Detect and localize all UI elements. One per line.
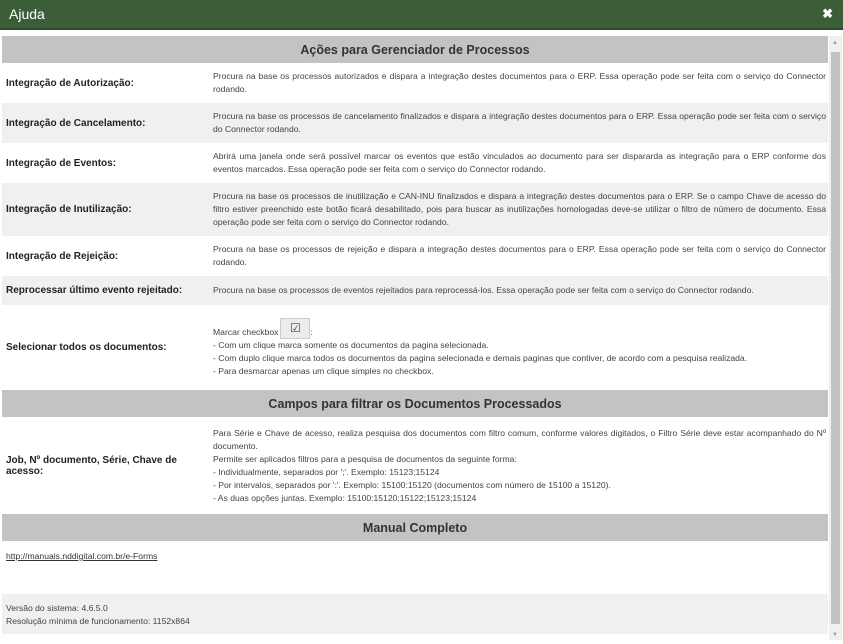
row-label: Reprocessar último evento rejeitado: [6,285,183,296]
row-description: Abrirá uma janela onde será possível marcar os eventos que estão vinculados ao documento para ser dispararda as integração para o ERP conforme dos eventos marcados. Essa operação pode ser feita com o serviço do Connector rodando. [213,151,826,174]
desc-line: - Com um clique marca somente os documentos da pagina selecionada. [213,339,489,350]
intro-text: Marcar checkbox [213,326,279,337]
dialog-title: Ajuda [9,6,45,22]
row-description: Procura na base os processos de eventos rejeitados para reprocessá-los. Essa operação pode ser feita com o serviço do Connector rodando. [213,285,754,295]
row-label: Integração de Autorização: [6,77,134,89]
section-header-manual: Manual Completo [2,514,828,541]
select-all-checkbox[interactable] [280,318,313,339]
row-description: Procura na base os processos autorizados e dispara a integração destes documentos para o ERP. Essa operação pode ser feita com o serviço do Connector rodando. [213,71,826,94]
row-label: Integração de Eventos: [6,157,117,169]
desc-line: - Para desmarcar apenas um clique simples no checkbox. [213,365,434,376]
desc-line: - As duas opções juntas. Exemplo: 15100:15120;15122;15123;15124 [213,492,477,503]
checkmark-icon: ☑ [290,320,301,335]
row-label: Job, Nº documento, Série, Chave de acesso: [6,454,177,477]
manual-link-row [2,541,828,594]
table-row [2,417,828,514]
desc-line: - Individualmente, separados por ';'. Exemplo: 15123;15124 [213,466,440,477]
scroll-up-icon[interactable]: ▲ [832,40,838,46]
manual-link[interactable]: http://manuais.nddigital.com.br/e-Forms [6,551,158,561]
close-icon[interactable]: ✖ [822,6,833,21]
table-row-select-all [2,305,828,390]
row-description: Procura na base os processos de inutilização e CAN-INU finalizados e dispara a integração destes documentos para o ERP. Se o campo Chave de acesso do filtro estiver preenchido este botão ficará desabilitado, pois para buscar as inutilizações homologadas deve-se utilizar o filtro de número de documento. Essa operação pode ser feita com o serviço do Connector rodando. [213,191,826,227]
dialog-titlebar [0,0,843,30]
intro-suffix: : [310,326,313,337]
row-label: Selecionar todos os documentos: [6,342,167,353]
table-row [2,236,828,276]
desc-line: - Por intervalos, separados por ':'. Exemplo: 15100:15120 (documentos com número de 15100 a 15120). [213,479,611,490]
row-label: Integração de Inutilização: [6,204,132,215]
desc-line: Permite ser aplicados filtros para a pesquisa de documentos da seguinte forma: [213,453,517,464]
row-description: Procura na base os processos de cancelamento finalizados e dispara a integração destes documentos para o ERP. Essa operação pode ser feita com o serviço do Connector rodando. [213,111,826,134]
row-description [213,314,828,382]
table-row [2,103,828,143]
min-resolution: Resolução mínima de funcionamento: 1152x864 [6,616,190,626]
table-row [2,143,828,183]
help-content [2,36,828,636]
row-label: Integração de Rejeição: [6,250,119,262]
system-version: Versão do sistema: 4.6.5.0 [6,603,108,613]
row-description [213,423,828,509]
row-label: Integração de Cancelamento: [6,117,146,129]
table-row [2,63,828,103]
row-description: Procura na base os processos de rejeição e dispara a integração destes documentos para o ERP. Essa operação pode ser feita com o serviço do Connector rodando. [213,244,826,267]
vertical-scrollbar[interactable] [829,36,842,640]
table-row [2,183,828,236]
section-header-actions: Ações para Gerenciador de Processos [2,36,828,63]
table-row [2,276,828,305]
scrollbar-thumb[interactable] [831,52,840,624]
footer [2,594,828,634]
desc-line: - Com duplo clique marca todos os documentos da pagina selecionada e demais paginas que contiver, de acordo com a pesquisa realizada. [213,352,748,363]
section-header-filters: Campos para filtrar os Documentos Processados [2,390,828,417]
desc-line: Para Série e Chave de acesso, realiza pesquisa dos documentos com filtro comum, conforme valores digitados, o Filtro Série deve estar acompanhado do Nº documento. [213,427,826,451]
scroll-down-icon[interactable]: ▼ [832,632,838,638]
